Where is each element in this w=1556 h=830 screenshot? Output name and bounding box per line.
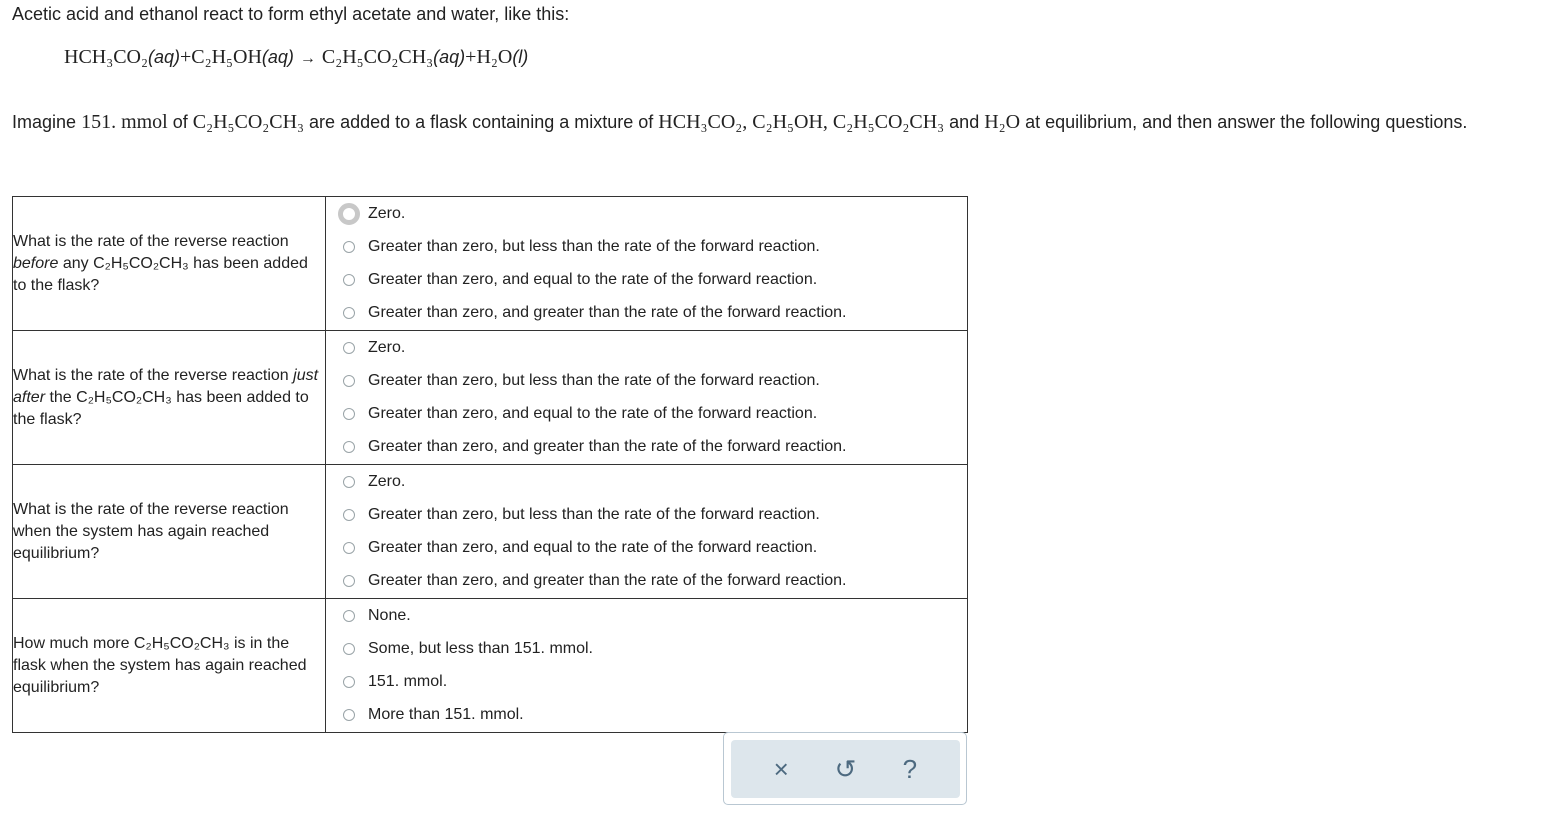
reactant-ethanol: C₂H₅OH: [191, 46, 262, 68]
radio-button[interactable]: [338, 203, 360, 225]
answer-option[interactable]: [326, 666, 967, 699]
option-label: More than 151. mmol.: [368, 706, 524, 724]
answer-options: [326, 599, 968, 733]
radio-button[interactable]: [343, 709, 355, 721]
option-label: Greater than zero, and greater than the rate of the forward reaction.: [368, 572, 847, 590]
radio-button[interactable]: [343, 408, 355, 420]
option-label: Zero.: [368, 204, 406, 222]
option-label: Zero.: [368, 472, 406, 490]
question-text: [13, 465, 326, 599]
state-label: (aq): [433, 47, 466, 67]
question-text-part: any C₂H₅CO₂CH₃ has been added to the flask?: [13, 254, 308, 294]
toolbar-panel: [731, 740, 960, 798]
state-label: (aq): [147, 47, 180, 67]
answer-option[interactable]: [326, 331, 967, 364]
question-row: [13, 599, 968, 733]
option-label: Greater than zero, and equal to the rate of the forward reaction.: [368, 405, 818, 423]
option-label: Greater than zero, and equal to the rate of the forward reaction.: [368, 271, 818, 289]
radio-button[interactable]: [343, 676, 355, 688]
question-emphasis: before: [13, 254, 59, 272]
question-text-part: What is the rate of the reverse reaction: [13, 232, 289, 250]
question-row: [13, 465, 968, 599]
option-label: Some, but less than 151. mmol.: [368, 639, 593, 657]
intro-text: Acetic acid and ethanol react to form ethyl acetate and water, like this:: [12, 4, 570, 24]
radio-button[interactable]: [343, 342, 355, 354]
added-species: C₂H₅CO₂CH₃: [192, 111, 305, 133]
answer-toolbar: [723, 732, 967, 805]
option-label: Greater than zero, and greater than the rate of the forward reaction.: [368, 304, 847, 322]
undo-icon[interactable]: ↺: [834, 753, 857, 784]
state-label: (l): [512, 47, 529, 67]
question-text: [13, 599, 326, 733]
option-label: 151. mmol.: [368, 673, 448, 691]
option-label: Greater than zero, and greater than the rate of the forward reaction.: [368, 438, 847, 456]
question-row: [13, 197, 968, 331]
option-label: Greater than zero, but less than the rate of the forward reaction.: [368, 237, 820, 255]
reaction-arrow: →: [299, 50, 316, 67]
species-ethanol: C₂H₅OH,: [752, 111, 828, 133]
reaction-equation: [64, 46, 528, 69]
species-acetic-acid: HCH₃CO₂,: [658, 111, 748, 133]
product-ethyl-acetate: C₂H₅CO₂CH₃: [321, 46, 434, 68]
answer-option[interactable]: [326, 364, 967, 397]
answer-option[interactable]: [326, 197, 967, 230]
answer-option[interactable]: [326, 230, 967, 263]
plus-sign: +: [179, 46, 192, 68]
answer-option[interactable]: [326, 532, 967, 565]
radio-button[interactable]: [343, 375, 355, 387]
question-text-part: How much more C₂H₅CO₂CH₃ is in the flask when the system has again reached equilibrium?: [13, 634, 307, 696]
species-water: H₂O: [984, 111, 1021, 133]
answer-option[interactable]: [326, 565, 967, 598]
state-label: (aq): [261, 47, 294, 67]
radio-button[interactable]: [343, 542, 355, 554]
species-ethyl-acetate: C₂H₅CO₂CH₃: [832, 111, 945, 133]
answer-option[interactable]: [326, 699, 967, 732]
answer-option[interactable]: [326, 599, 967, 632]
added-amount: 151. mmol: [81, 111, 168, 133]
questions-table: [12, 196, 968, 733]
radio-button[interactable]: [343, 575, 355, 587]
answer-option[interactable]: [326, 264, 967, 297]
question-text-part: the C₂H₅CO₂CH₃ has been added to the flask?: [13, 388, 309, 428]
statement-text: at equilibrium, and then answer the following questions.: [1025, 112, 1468, 132]
statement-text: Imagine: [12, 112, 77, 132]
question-emphasis: just after: [13, 366, 319, 406]
answer-option[interactable]: [326, 632, 967, 665]
question-text: [13, 331, 326, 465]
answer-options: [326, 197, 968, 331]
answer-option[interactable]: [326, 297, 967, 330]
question-row: [13, 331, 968, 465]
plus-sign: +: [465, 46, 477, 68]
radio-button[interactable]: [343, 441, 355, 453]
answer-option[interactable]: [326, 431, 967, 464]
product-water: H₂O: [476, 46, 513, 68]
option-label: None.: [368, 606, 411, 624]
option-label: Greater than zero, but less than the rate of the forward reaction.: [368, 371, 820, 389]
reactant-acetic-acid: HCH₃CO₂: [64, 46, 148, 68]
option-label: Zero.: [368, 338, 406, 356]
answer-option[interactable]: [326, 398, 967, 431]
option-label: Greater than zero, but less than the rate of the forward reaction.: [368, 505, 820, 523]
statement-text: are added to a flask containing a mixture of: [309, 112, 654, 132]
statement-text: of: [172, 112, 188, 132]
answer-option[interactable]: [326, 465, 967, 498]
radio-button[interactable]: [343, 509, 355, 521]
question-text-part: What is the rate of the reverse reaction when the system has again reached equilibrium?: [13, 500, 289, 562]
radio-button[interactable]: [343, 476, 355, 488]
help-icon[interactable]: ?: [902, 753, 918, 784]
radio-button[interactable]: [343, 274, 355, 286]
question-text: [13, 197, 326, 331]
radio-button[interactable]: [343, 307, 355, 319]
question-text-part: What is the rate of the reverse reaction: [13, 366, 294, 384]
option-label: Greater than zero, and equal to the rate of the forward reaction.: [368, 539, 818, 557]
radio-button[interactable]: [343, 241, 355, 253]
answer-option[interactable]: [326, 498, 967, 531]
answer-options: [326, 465, 968, 599]
answer-options: [326, 331, 968, 465]
problem-statement: [12, 104, 1542, 140]
radio-button[interactable]: [343, 610, 355, 622]
radio-button[interactable]: [343, 643, 355, 655]
statement-text: and: [949, 112, 980, 132]
clear-icon[interactable]: ×: [773, 753, 789, 784]
